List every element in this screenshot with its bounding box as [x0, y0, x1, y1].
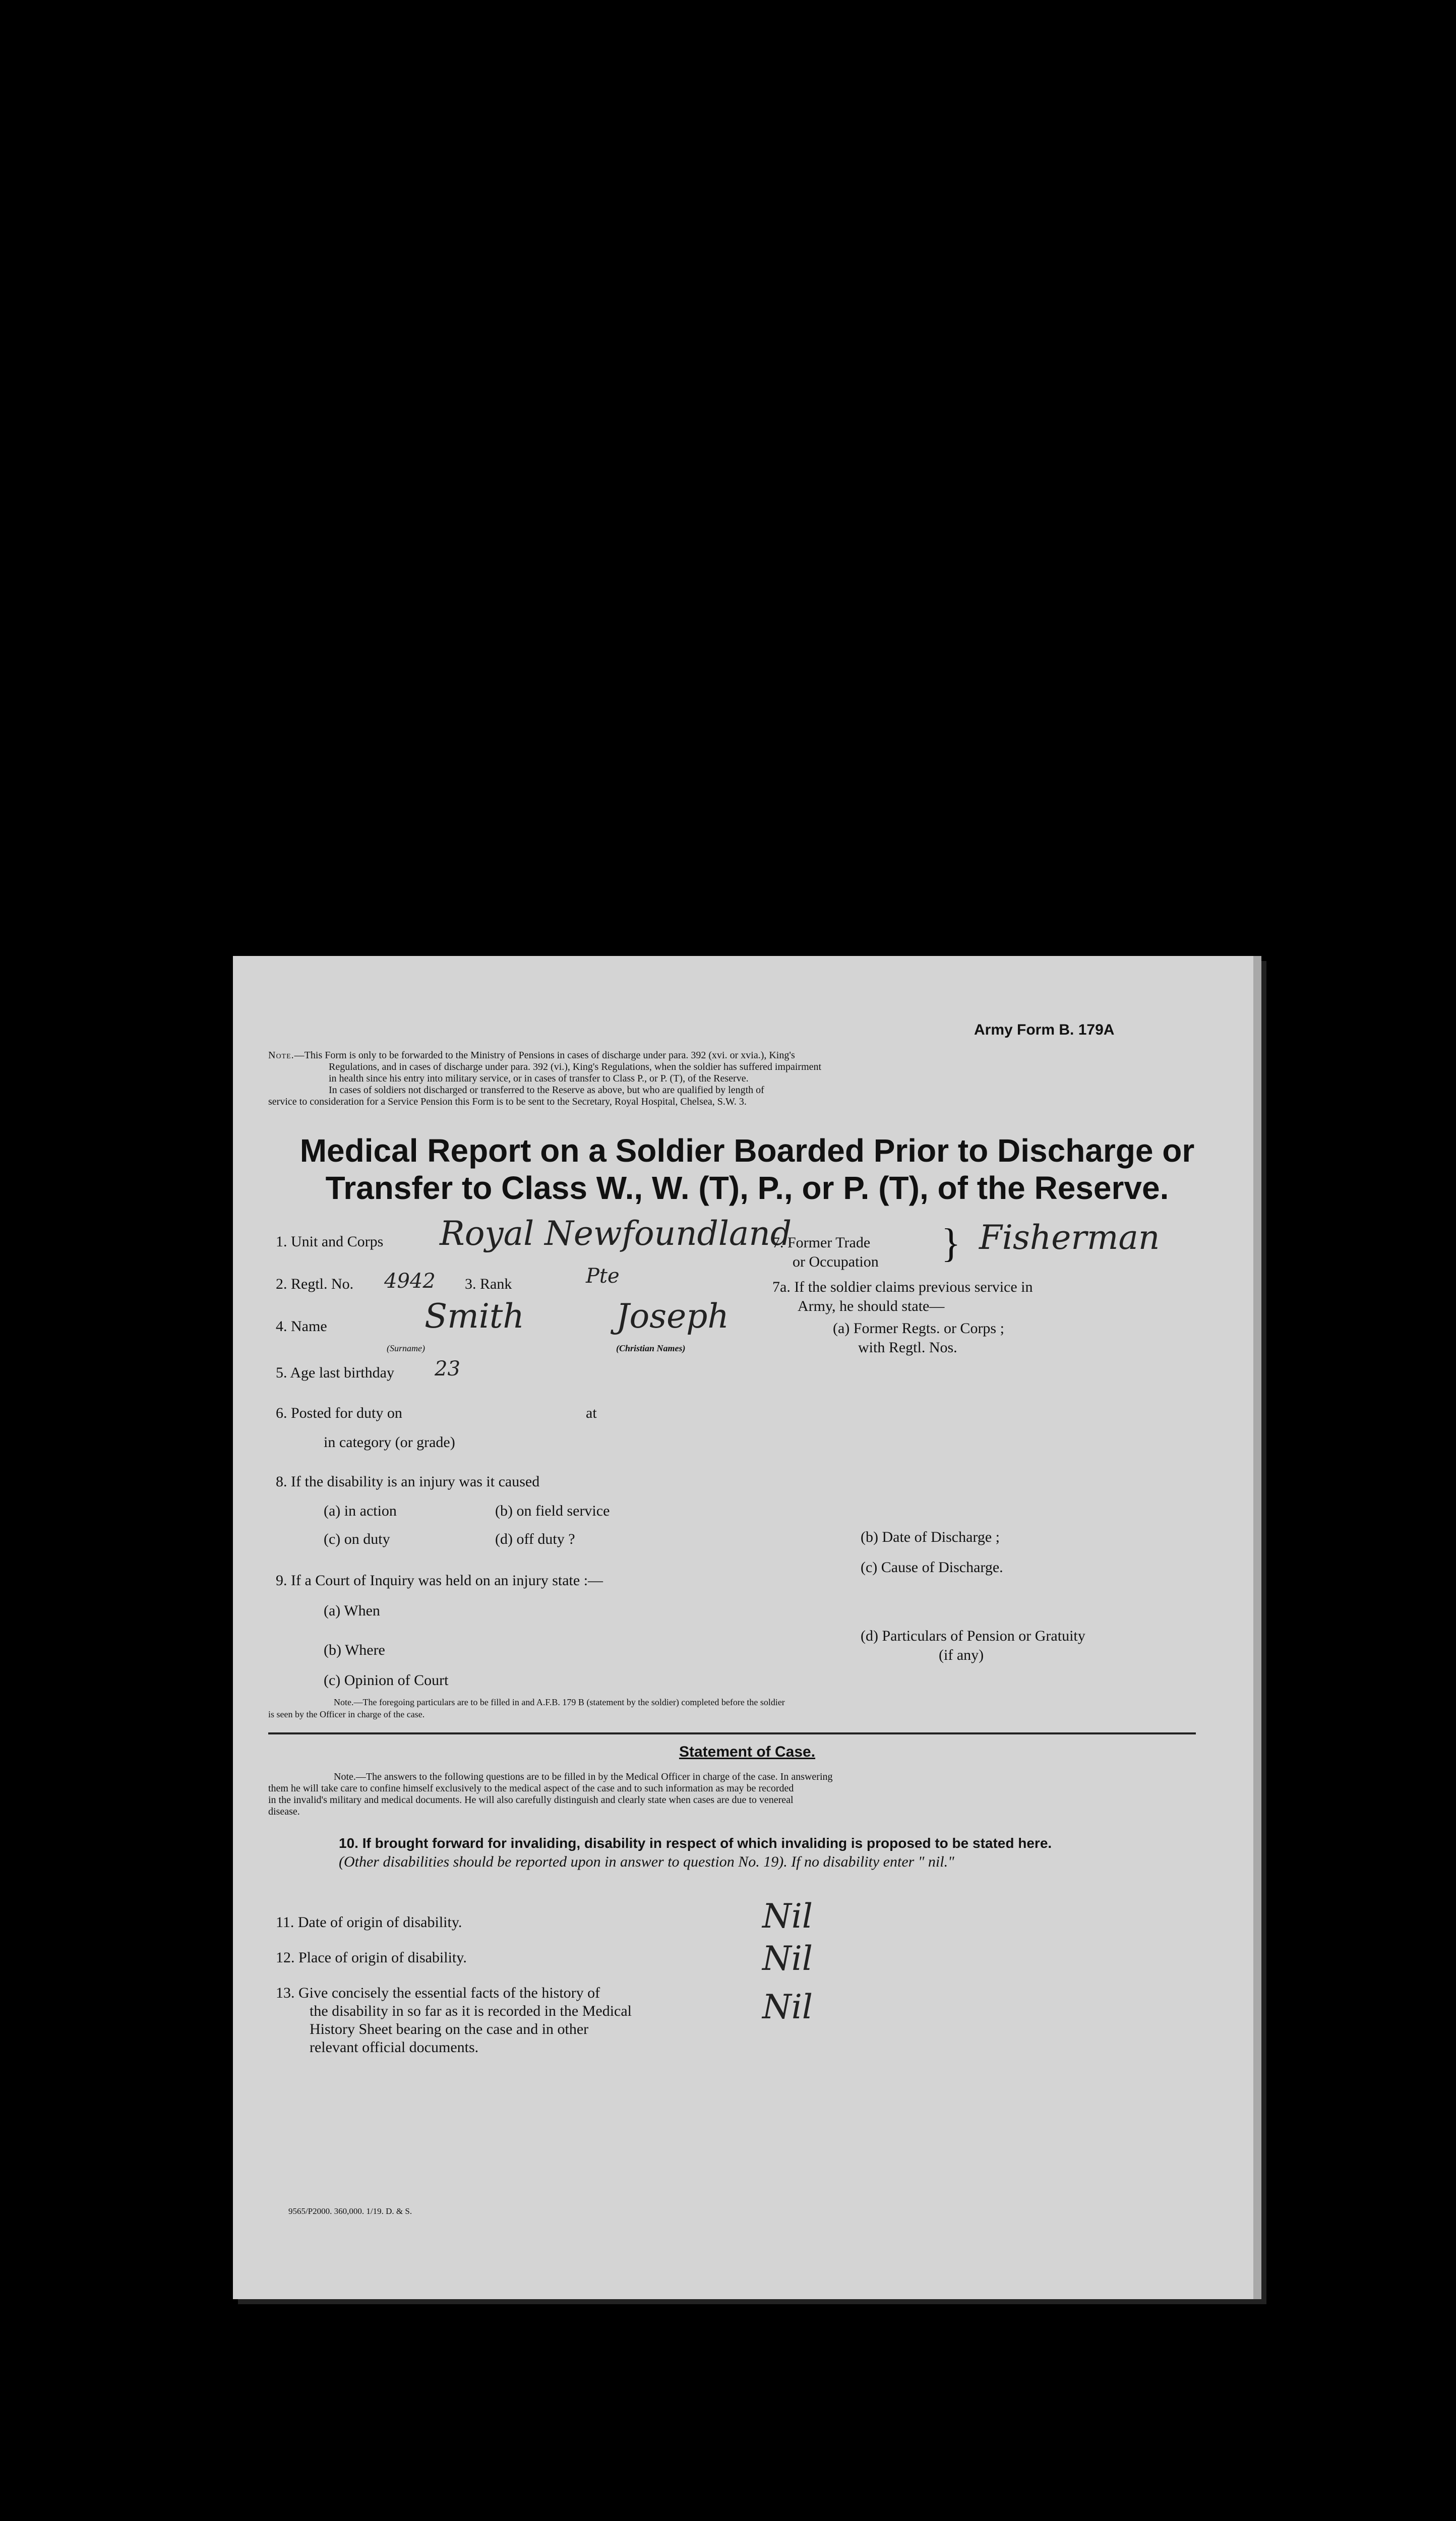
statement-note-line-1: Note.—The answers to the following questions are to be filled in by the Medical Officer in charge of the case. In answering: [334, 1771, 833, 1782]
statement-note-line-2: them he will take care to confine himself exclusively to the medical aspect of the case and to such information as may be recorded: [268, 1783, 794, 1794]
question-10: 10. If brought forward for invaliding, disability in respect of which invaliding is proposed to be stated here.: [339, 1835, 1052, 1851]
occupation-label: or Occupation: [793, 1253, 879, 1270]
rank-value: Pte: [586, 1265, 620, 1288]
note-label: Note.: [268, 1050, 294, 1061]
off-duty-option: (d) off duty ?: [495, 1531, 575, 1547]
unit-label: 1. Unit and Corps: [276, 1233, 384, 1250]
note-line-5: service to consideration for a Service Pension this Form is to be sent to the Secretary, Royal Hospital, Chelsea, S.W. 3.: [268, 1096, 747, 1107]
note-line-2: Regulations, and in cases of discharge under para. 392 (vi.), King's Regulations, when the soldier has suffered impairment: [329, 1061, 822, 1072]
note-line-3: in health since his entry into military service, or in cases of transfer to Class P., or P. (T), of the Reserve.: [329, 1073, 749, 1084]
field-service-option: (b) on field service: [495, 1503, 610, 1519]
age-label: 5. Age last birthday: [276, 1364, 394, 1381]
age-value: 23: [435, 1357, 460, 1380]
in-action-option: (a) in action: [324, 1503, 397, 1519]
christian-names-value: Joseph: [616, 1297, 729, 1336]
form-title-line-1: Medical Report on a Soldier Boarded Prior to Discharge or: [299, 1132, 1195, 1169]
printer-imprint: 9565/P2000. 360,000. 1/19. D. & S.: [288, 2206, 412, 2216]
category-label: in category (or grade): [324, 1434, 455, 1451]
answer-11: Nil: [762, 1897, 813, 1936]
foregoing-note-line-1: Note.—The foregoing particulars are to be filled in and A.F.B. 179 B (statement by the soldier) completed before the soldier: [334, 1697, 785, 1707]
christian-names-caption: (Christian Names): [616, 1343, 686, 1353]
army-form-number: Army Form B. 179A: [974, 1022, 1115, 1038]
note-line-1: —This Form is only to be forwarded to the Ministry of Pensions in cases of discharge under para. 392 (xvi. or xvia.), King's: [294, 1050, 795, 1061]
question-13-line-1: 13. Give concisely the essential facts of the history of: [276, 1985, 600, 2001]
former-trade-value: Fisherman: [979, 1218, 1160, 1257]
question-13-line-3: History Sheet bearing on the case and in other: [310, 2021, 589, 2037]
statement-note: [268, 1771, 1196, 1818]
regtl-value: 4942: [384, 1270, 436, 1293]
rank-label: 3. Rank: [465, 1276, 512, 1292]
answer-12: Nil: [762, 1939, 813, 1978]
former-regts-label: (a) Former Regts. or Corps ;: [833, 1320, 1004, 1337]
question-12: 12. Place of origin of disability.: [276, 1949, 467, 1966]
statement-note-line-4: disease.: [268, 1806, 300, 1817]
header-note: [268, 1050, 1216, 1108]
former-trade-label: 7. Former Trade: [772, 1234, 871, 1251]
question-11: 11. Date of origin of disability.: [276, 1914, 462, 1931]
cause-of-discharge-label: (c) Cause of Discharge.: [861, 1559, 1003, 1576]
name-label: 4. Name: [276, 1318, 327, 1335]
answer-13: Nil: [762, 1988, 813, 2026]
brace-symbol: }: [941, 1221, 961, 1266]
date-of-discharge-label: (b) Date of Discharge ;: [861, 1529, 1000, 1545]
inquiry-where: (b) Where: [324, 1642, 385, 1658]
surname-value: Smith: [424, 1297, 524, 1336]
previous-service-label-2: Army, he should state—: [798, 1298, 945, 1314]
note-line-4: In cases of soldiers not discharged or transferred to the Reserve as above, but who are qualified by length of: [329, 1085, 764, 1096]
injury-label: 8. If the disability is an injury was it caused: [276, 1473, 540, 1490]
on-duty-option: (c) on duty: [324, 1531, 390, 1547]
pension-label-2: (if any): [939, 1647, 984, 1663]
question-10-note: (Other disabilities should be reported upon in answer to question No. 19). If no disability enter " nil.": [339, 1853, 954, 1870]
posted-label: 6. Posted for duty on: [276, 1405, 402, 1421]
statement-note-line-3: in the invalid's military and medical documents. He will also carefully distinguish and clearly state when cases are due to venereal: [268, 1794, 794, 1806]
form-title-line-2: Transfer to Class W., W. (T), P., or P. (T), of the Reserve.: [325, 1170, 1169, 1206]
previous-service-label: 7a. If the soldier claims previous service in: [772, 1279, 1033, 1295]
inquiry-label: 9. If a Court of Inquiry was held on an injury state :—: [276, 1572, 603, 1589]
question-13-line-4: relevant official documents.: [310, 2039, 479, 2056]
divider-line: [268, 1732, 1196, 1734]
former-regts-label-2: with Regtl. Nos.: [858, 1339, 957, 1356]
statement-of-case-heading: Statement of Case.: [679, 1744, 816, 1760]
regtl-label: 2. Regtl. No.: [276, 1276, 354, 1292]
pension-label: (d) Particulars of Pension or Gratuity: [861, 1628, 1085, 1644]
unit-value: Royal Newfoundland: [440, 1214, 792, 1253]
posted-at-label: at: [586, 1405, 597, 1421]
medical-report-form: [233, 956, 1261, 2299]
surname-caption: (Surname): [387, 1343, 425, 1353]
question-13-line-2: the disability in so far as it is recorded in the Medical: [310, 2003, 632, 2019]
foregoing-note-line-2: is seen by the Officer in charge of the case.: [268, 1709, 425, 1719]
inquiry-when: (a) When: [324, 1602, 380, 1619]
inquiry-opinion: (c) Opinion of Court: [324, 1672, 449, 1689]
